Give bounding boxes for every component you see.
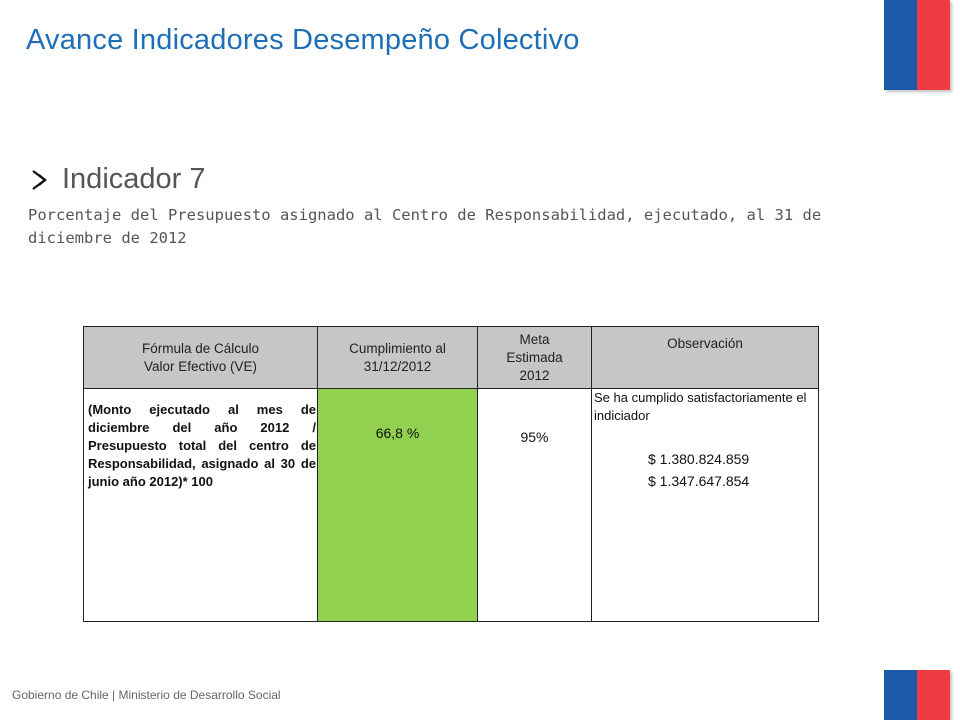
flag-blue-stripe (884, 670, 917, 720)
flag-blue-stripe (884, 0, 917, 90)
government-flag-logo-footer (884, 670, 950, 720)
cell-meta (478, 389, 592, 621)
header-meta-line3: 2012 (519, 367, 550, 383)
indicator-label: Indicador 7 (62, 163, 206, 195)
cumplimiento-value: 66,8 % (375, 425, 420, 441)
header-formula (84, 327, 318, 389)
header-cumplimiento-line1: Cumplimiento al (349, 340, 446, 356)
cell-formula (84, 389, 318, 621)
header-meta-line2: Estimada (506, 349, 563, 365)
amount-budget: $ 1.347.647.854 (648, 473, 750, 489)
arrow-bullet-icon (30, 169, 50, 191)
header-formula-line2: Valor Efectivo (VE) (143, 358, 258, 374)
formula-text: (Monto ejecutado al mes de diciembre del año 2012 / Presupuesto total del centro de Responsabilidad, asignado al 30 de junio año 2012)* 100 (88, 402, 316, 489)
flag-red-stripe (917, 670, 950, 720)
meta-value: 95% (520, 429, 549, 445)
cell-observacion (592, 389, 818, 621)
header-cumplimiento (318, 327, 478, 389)
header-meta (478, 327, 592, 389)
amount-executed: $ 1.380.824.859 (648, 451, 750, 467)
indicator-table (83, 326, 819, 622)
indicator-description: Porcentaje del Presupuesto asignado al Centro de Responsabilidad, ejecutado, al 31 de diciembre de 2012 (28, 206, 822, 247)
indicator-heading (30, 163, 206, 196)
header-meta-line1: Meta (519, 331, 550, 347)
observacion-text: Se ha cumplido satisfactoriamente el indiciador (594, 390, 807, 423)
header-cumplimiento-line2: 31/12/2012 (363, 358, 432, 374)
slide-title: Avance Indicadores Desempeño Colectivo (26, 24, 580, 56)
header-observacion (592, 327, 818, 389)
flag-red-stripe (917, 0, 950, 90)
header-formula-line1: Fórmula de Cálculo (141, 340, 260, 356)
header-observacion-label: Observación (667, 336, 743, 351)
footer-text: Gobierno de Chile | Ministerio de Desarrollo Social (12, 688, 281, 702)
cell-cumplimiento (318, 389, 478, 621)
government-flag-logo (884, 0, 950, 90)
